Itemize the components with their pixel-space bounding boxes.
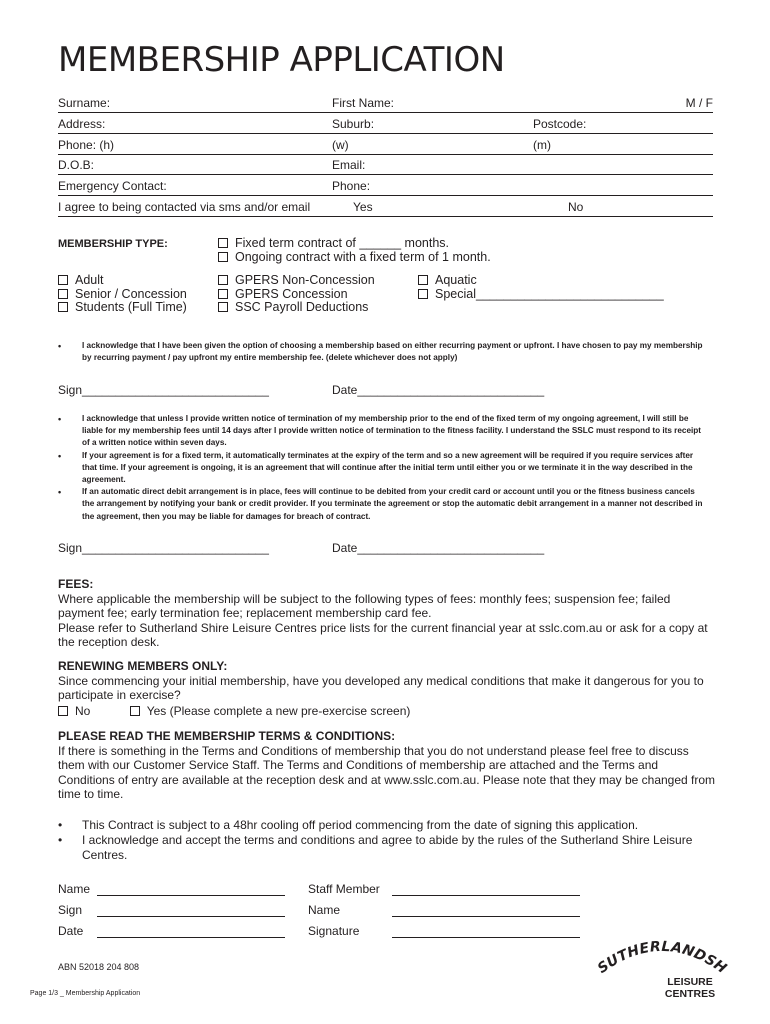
- contact-consent-label: I agree to being contacted via sms and/or email: [58, 200, 311, 214]
- contact-consent-row[interactable]: [58, 196, 713, 217]
- checkbox-icon[interactable]: [218, 289, 228, 299]
- renewing-no-option[interactable]: No: [58, 704, 90, 718]
- list-item: • If an automatic direct debit arrangement is in place, fees will continue to be debited from your credit card or account until you or the fitness business cancels the arrangement by notifying your bank or credit provider. If you terminate the agreement or stop the automatic debit arrangement in a manner not described in the agreement, then you may be liable for damages for breach of contract.: [58, 486, 708, 523]
- staff-signature-label: Signature: [308, 924, 360, 938]
- date-line-1[interactable]: Date____________________________: [332, 383, 545, 397]
- option-special[interactable]: Special___________________________: [418, 288, 664, 302]
- svg-text:CENTRES: CENTRES: [664, 988, 716, 1000]
- membership-col-2: [218, 274, 375, 315]
- consent-no-label[interactable]: No: [568, 200, 584, 214]
- membership-type-label: MEMBERSHIP TYPE:: [58, 238, 168, 250]
- abn-number: ABN 52018 204 808: [58, 962, 140, 972]
- fixed-term-option[interactable]: Fixed term contract of ______ months.: [218, 237, 491, 251]
- ongoing-option[interactable]: Ongoing contract with a fixed term of 1 month.: [218, 251, 491, 265]
- sutherland-shire-logo: [592, 935, 732, 1005]
- dob-label: D.O.B:: [58, 158, 95, 172]
- first-name-label: First Name:: [332, 96, 395, 110]
- terms-section: [58, 729, 718, 802]
- suburb-label: Suburb:: [332, 117, 375, 131]
- checkbox-icon[interactable]: [218, 238, 228, 248]
- emergency-phone-label: Phone:: [332, 179, 371, 193]
- phone-work-label: (w): [332, 138, 349, 152]
- checkbox-icon[interactable]: [218, 275, 228, 285]
- renewing-section: [58, 659, 718, 718]
- checkbox-icon[interactable]: [218, 302, 228, 312]
- gender-label: M / F: [685, 96, 713, 110]
- page-title: MEMBERSHIP APPLICATION: [58, 40, 505, 80]
- fees-heading: FEES:: [58, 577, 94, 591]
- surname-row[interactable]: [58, 92, 713, 113]
- phone-home-label: Phone: (h): [58, 138, 115, 152]
- member-sign-label: Sign: [58, 903, 83, 917]
- option-adult[interactable]: Adult: [58, 274, 187, 288]
- checkbox-icon[interactable]: [58, 706, 68, 716]
- list-item: • I acknowledge that unless I provide written notice of termination of my membership prior to the end of the fixed term of my ongoing agreement, I will still be liable for my membership fees until 14 days after I provide written notice of termination to the fitness facility. I understand the SSLC must respond to its receipt of a written notice within seven days.: [58, 413, 708, 450]
- staff-member-label: Staff Member: [308, 882, 380, 896]
- option-senior[interactable]: Senior / Concession: [58, 288, 187, 302]
- membership-col-3: [418, 274, 664, 301]
- terms-bullets: [58, 818, 718, 863]
- sign-line-2[interactable]: Sign____________________________: [58, 541, 269, 555]
- staff-name-line[interactable]: [392, 916, 580, 917]
- checkbox-icon[interactable]: [418, 275, 428, 285]
- sign-line-1[interactable]: Sign____________________________: [58, 383, 269, 397]
- terms-heading: PLEASE READ THE MEMBERSHIP TERMS & CONDITIONS:: [58, 729, 396, 743]
- address-row[interactable]: [58, 113, 713, 134]
- termination-acknowledgement: [58, 413, 708, 523]
- checkbox-icon[interactable]: [218, 252, 228, 262]
- svg-text:LEISURE: LEISURE: [667, 976, 713, 988]
- phone-row[interactable]: [58, 134, 713, 155]
- list-item: • If your agreement is for a fixed term, it automatically terminates at the expiry of the term and so a new agreement will be required if you require services after that time. If your agreement is ongoing, it is an agreement that will continue after the initial term until either you or we terminate it in the way described in the agreement.: [58, 450, 708, 487]
- date-line-2[interactable]: Date____________________________: [332, 541, 545, 555]
- fees-section: [58, 577, 718, 650]
- svg-text:SUTHERLANDSHIRE: SUTHERLANDSH: [594, 938, 730, 978]
- checkbox-icon[interactable]: [418, 289, 428, 299]
- renewing-yes-option[interactable]: Yes (Please complete a new pre-exercise screen): [130, 704, 411, 718]
- member-name-label: Name: [58, 882, 91, 896]
- checkbox-icon[interactable]: [58, 275, 68, 285]
- member-date-label: Date: [58, 924, 84, 938]
- address-label: Address:: [58, 117, 106, 131]
- staff-signature-line[interactable]: [392, 937, 580, 938]
- member-sign-line[interactable]: [97, 916, 285, 917]
- option-gpers-non-concession[interactable]: GPERS Non-Concession: [218, 274, 375, 288]
- terms-text: If there is something in the Terms and Conditions of membership that you do not understand please feel free to discuss them with our Customer Service Staff. The Terms and Conditions of membership are attached and the Terms and Conditions of entry are available at the reception desk and at www.sslc.com.au. Please note that they may be changed from time to time.: [58, 743, 716, 801]
- page-number: Page 1/3 _ Membership Application: [30, 990, 141, 997]
- surname-label: Surname:: [58, 96, 111, 110]
- option-ssc-payroll[interactable]: SSC Payroll Deductions: [218, 301, 375, 315]
- emergency-row[interactable]: [58, 175, 713, 196]
- fees-text-2: Please refer to Sutherland Shire Leisure Centres price lists for the current financial year at sslc.com.au or ask for a copy at the reception desk.: [58, 620, 708, 649]
- staff-name-label: Name: [308, 903, 341, 917]
- fees-text-1: Where applicable the membership will be subject to the following types of fees: monthly fees; suspension fee; failed payment fee; early termination fee; replacement membership card fee.: [58, 591, 671, 620]
- dob-row[interactable]: [58, 154, 713, 175]
- option-gpers-concession[interactable]: GPERS Concession: [218, 288, 375, 302]
- staff-member-line[interactable]: [392, 895, 580, 896]
- email-label: Email:: [332, 158, 366, 172]
- membership-col-1: [58, 274, 187, 315]
- renewing-heading: RENEWING MEMBERS ONLY:: [58, 659, 228, 673]
- member-name-line[interactable]: [97, 895, 285, 896]
- member-date-line[interactable]: [97, 937, 285, 938]
- payment-acknowledgement: [58, 340, 708, 364]
- term-options: [218, 237, 491, 264]
- option-students[interactable]: Students (Full Time): [58, 301, 187, 315]
- checkbox-icon[interactable]: [130, 706, 140, 716]
- list-item: • I acknowledge and accept the terms and conditions and agree to abide by the rules of the Sutherland Shire Leisure Centres.: [58, 833, 718, 863]
- consent-yes-label[interactable]: Yes: [353, 200, 373, 214]
- list-item: • I acknowledge that I have been given the option of choosing a membership based on either recurring payment or upfront. I have chosen to pay my membership by recurring payment / pay upfront my entire membership fee. (delete whichever does not apply): [58, 340, 708, 364]
- renewing-text: Since commencing your initial membership, have you developed any medical conditions that make it dangerous for you to participate in exercise?: [58, 673, 704, 702]
- checkbox-icon[interactable]: [58, 302, 68, 312]
- emergency-contact-label: Emergency Contact:: [58, 179, 167, 193]
- option-aquatic[interactable]: Aquatic: [418, 274, 664, 288]
- checkbox-icon[interactable]: [58, 289, 68, 299]
- list-item: • This Contract is subject to a 48hr cooling off period commencing from the date of signing this application.: [58, 818, 718, 833]
- postcode-label: Postcode:: [533, 117, 587, 131]
- phone-mobile-label: (m): [533, 138, 551, 152]
